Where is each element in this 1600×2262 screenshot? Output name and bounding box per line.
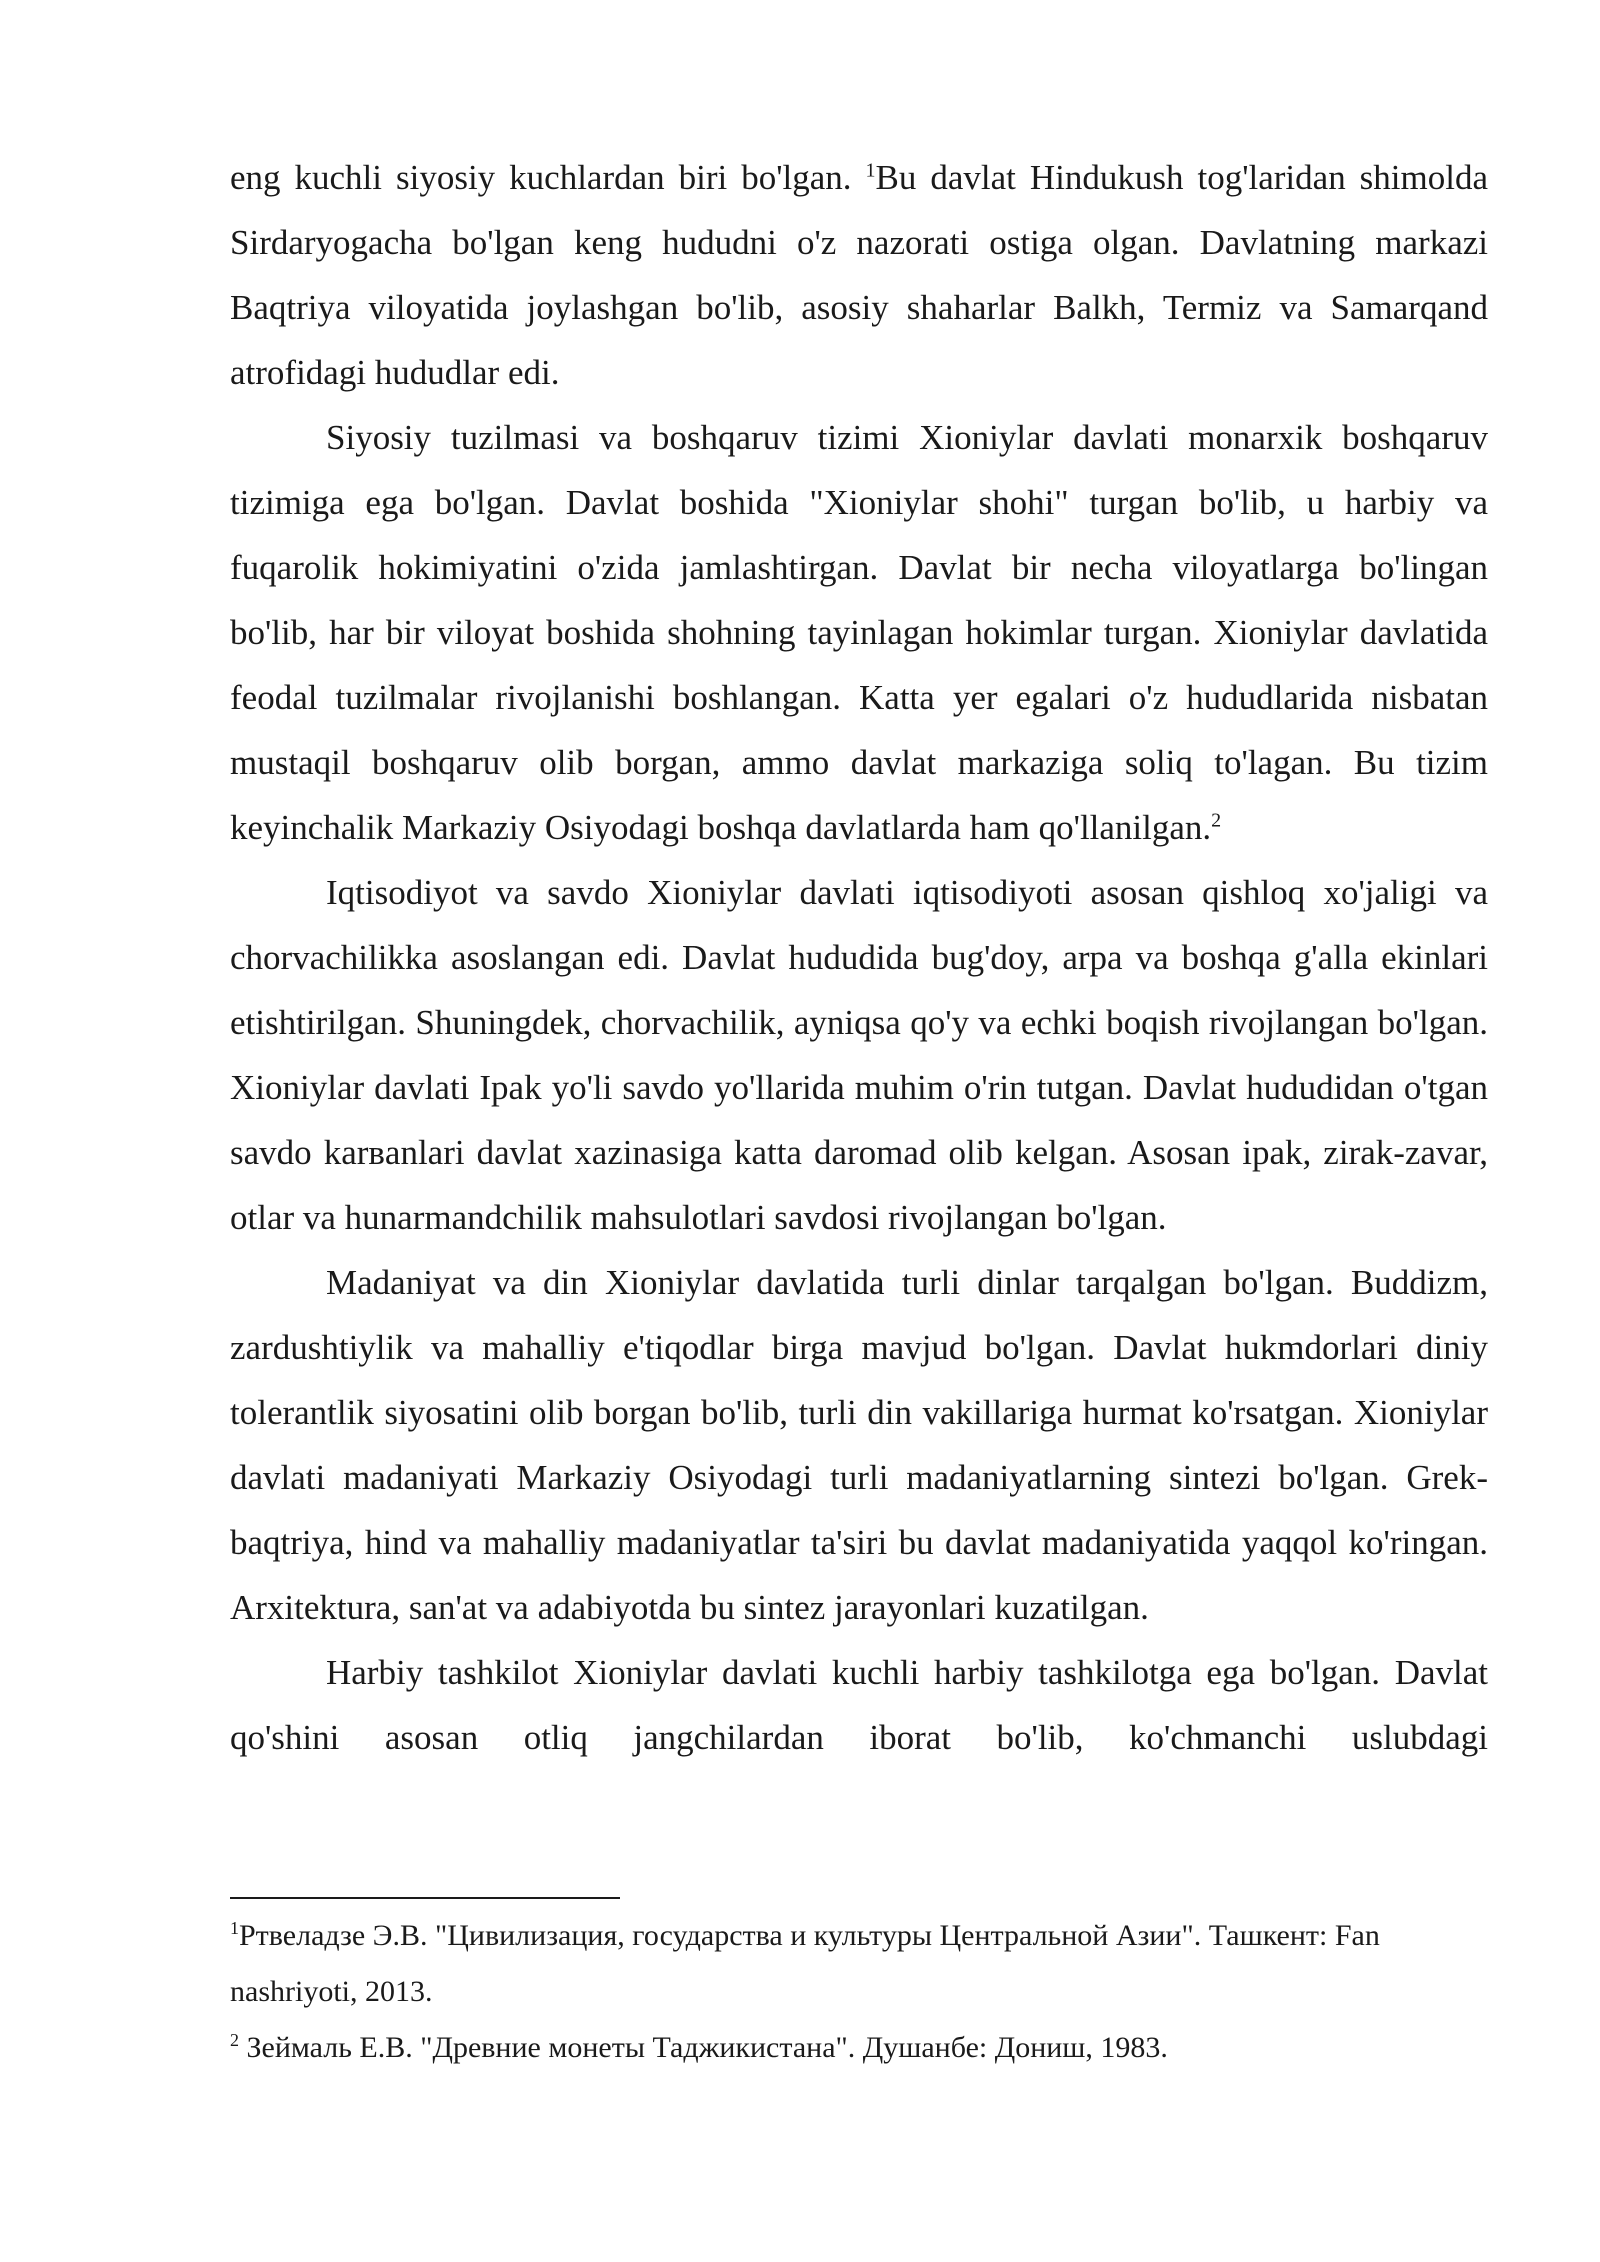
paragraph-2: Siyosiy tuzilmasi va boshqaruv tizimi Xioniylar davlati monarxik boshqaruv tizimiga ega bo'lgan. Davlat boshida "Xioniylar shohi" turgan bo'lib, u harbiy va fuqarolik hokimiyatini o'zida jamlashtirgan. Davlat bir necha viloyatlarga bo'lingan bo'lib, har bir viloyat boshida shohning tayinlagan hokimlar turgan. Xioniylar davlatida feodal tuzilmalar rivojlanishi boshlangan. Katta yer egalari o'z hududlarida nisbatan mustaqil boshqaruv olib borgan, ammo davlat markaziga soliq to'lagan. Bu tizim keyinchalik Markaziy Osiyodagi boshqa davlatlarda ham qo'llanilgan.$^2$ — [230, 418, 1488, 847]
footnote-reference-1[interactable]: 1 — [865, 159, 876, 182]
paragraph-3: Iqtisodiyot va savdo Xioniylar davlati iqtisodiyoti asosan qishloq xo'jaligi va chorvachilikka asoslangan edi. Davlat hududida bug'doy, arpa va boshqa g'alla ekinlari etishtirilgan. Shuningdek, chorvachilik, ayniqsa qo'y va echki boqish rivojlangan bo'lgan. Xioniylar davlati Ipak yo'li savdo yo'llarida muhim o'rin tutgan. Davlat hududidan o'tgan savdo karвanlari davlat xazinasiga katta daromad olib kelgan. Asosan ipak, zirak-zavar, otlar va hunarmandchilik mahsulotlari savdosi rivojlangan bo'lgan. — [230, 873, 1488, 1237]
paragraph-5: Harbiy tashkilot Xioniylar davlati kuchli harbiy tashkilotga ega bo'lgan. Davlat qo'shini asosan otliq jangchilardan iborat bo'lib, ko'chmanchi uslubdagi — [230, 1653, 1488, 1757]
footnotes — [230, 1908, 1488, 2076]
footnote-mark-2: 2 — [230, 2030, 239, 2050]
footnote-text-1: Ртвеладзе Э.В. "Цивилизация, государства и культуры Центральной Азии". Ташкент: Fan nashriyoti, 2013. — [230, 1919, 1380, 2008]
paragraph-4: Madaniyat va din Xioniylar davlatida turli dinlar tarqalgan bo'lgan. Buddizm, zardushtiylik va mahalliy e'tiqodlar birga mavjud bo'lgan. Davlat hukmdorlari diniy tolerantlik siyosatini olib borgan bo'lib, turli din vakillariga hurmat ko'rsatgan. Xioniylar davlati madaniyati Markaziy Osiyodagi turli madaniyatlarning sintezi bo'lgan. Grek-baqtriya, hind va mahalliy madaniyatlar ta'siri bu davlat madaniyatida yaqqol ko'ringan. Arxitektura, san'at va adabiyotda bu sintez jarayonlari kuzatilgan. — [230, 1263, 1488, 1627]
footnote-separator — [230, 1897, 620, 1899]
footnote-1 — [230, 1908, 1488, 2020]
footnote-mark-1: 1 — [230, 1918, 239, 1938]
footnote-2 — [230, 2020, 1488, 2076]
footnote-reference-2[interactable]: 2 — [1211, 809, 1222, 832]
paragraph-1: eng kuchli siyosiy kuchlardan biri bo'lgan. $^1$Bu davlat Hindukush tog'laridan shimolda Sirdaryogacha bo'lgan keng hududni o'z nazorati ostiga olgan. Davlatning markazi Baqtriya viloyatida joylashgan bo'lib, asosiy shaharlar Balkh, Termiz va Samarqand atrofidagi hududlar edi. — [230, 158, 1489, 392]
body-text — [230, 145, 1488, 1770]
footnote-text-2: Зеймаль Е.В. "Древние монеты Таджикистана". Душанбе: Дониш, 1983. — [239, 2031, 1168, 2064]
